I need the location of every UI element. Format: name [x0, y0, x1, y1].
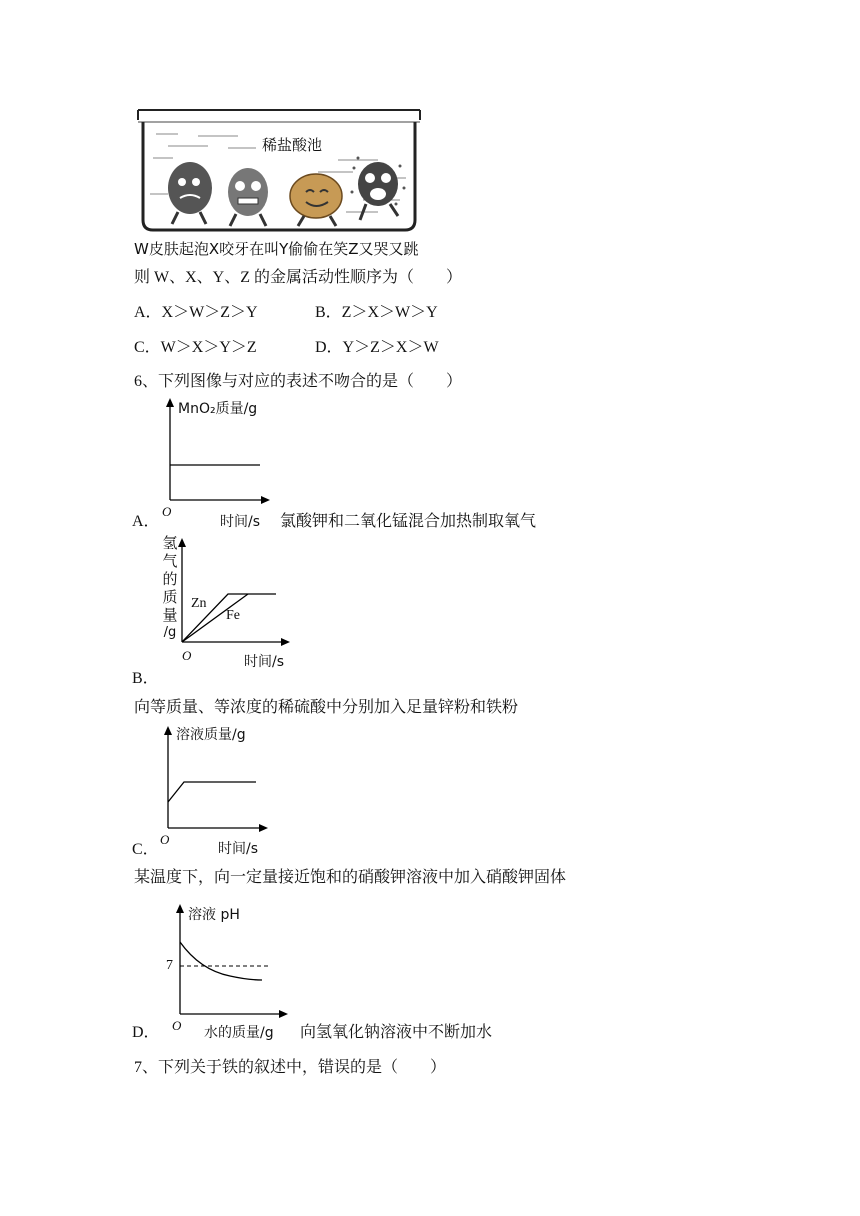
metal-z: [351, 157, 406, 221]
q6-option-a-graph: [150, 398, 280, 528]
q6-c-ylabel: 溶液质量/g: [176, 727, 246, 743]
q5-question: 则 W、X、Y、Z 的金属活动性顺序为（ ）: [134, 269, 462, 286]
q6-option-a-desc: 氯酸钾和二氧化锰混合加热制取氧气: [280, 513, 537, 530]
q6-b-ylabel: 氢 气 的 质 量 /g: [162, 534, 178, 640]
q6-question: 6、下列图像与对应的表述不吻合的是（ ）: [134, 373, 463, 390]
beaker-illustration: [138, 108, 420, 232]
q5-option-c[interactable]: C．W＞X＞Y＞Z: [134, 339, 257, 356]
q6-d-ylabel: 溶液 pH: [188, 907, 240, 923]
q6-b-zn-label: Zn: [191, 596, 207, 611]
q6-d-origin: O: [172, 1018, 182, 1033]
q6-option-a-letter[interactable]: A．: [132, 513, 160, 530]
metal-w: [168, 162, 212, 224]
q6-a-xlabel: 时间/s: [220, 514, 261, 530]
q5-option-a[interactable]: A．X＞W＞Z＞Y: [134, 304, 258, 321]
q6-b-xlabel: 时间/s: [244, 654, 285, 670]
beaker-caption: W皮肤起泡X咬牙在叫Y偷偷在笑Z又哭又跳: [134, 240, 419, 258]
q6-option-d-graph: [160, 902, 296, 1042]
q5-option-d[interactable]: D．Y＞Z＞X＞W: [315, 339, 439, 356]
q6-b-origin: O: [182, 648, 192, 663]
q6-b-fe-label: Fe: [226, 608, 240, 623]
q6-option-c-graph: [148, 724, 278, 858]
metal-x: [228, 168, 268, 226]
q6-option-d-desc: 向氢氧化钠溶液中不断加水: [300, 1024, 493, 1041]
q6-c-line: [168, 782, 256, 802]
q6-a-ylabel: MnO₂质量/g: [178, 401, 258, 417]
q6-c-xlabel: 时间/s: [218, 841, 259, 857]
q5-option-b[interactable]: B．Z＞X＞W＞Y: [315, 304, 438, 321]
q6-d-tick7: 7: [166, 958, 173, 973]
q7-question: 7、下列关于铁的叙述中，错误的是（ ）: [134, 1059, 447, 1076]
q6-option-c-letter[interactable]: C．: [132, 841, 159, 858]
q6-option-b-desc: 向等质量、等浓度的稀硫酸中分别加入足量锌粉和铁粉: [134, 699, 519, 716]
q6-c-origin: O: [160, 832, 170, 847]
beaker-label: 稀盐酸池: [262, 136, 323, 154]
q6-a-origin: O: [162, 504, 172, 519]
q6-option-d-letter[interactable]: D．: [132, 1024, 160, 1041]
q6-d-xlabel: 水的质量/g: [204, 1025, 274, 1041]
metal-y: [290, 174, 342, 226]
beaker-drawing: [138, 108, 420, 232]
q6-option-b-graph: [158, 534, 298, 670]
q6-option-c-desc: 某温度下，向一定量接近饱和的硝酸钾溶液中加入硝酸钾固体: [134, 869, 567, 886]
q6-d-curve: [180, 942, 262, 980]
q6-option-b-letter[interactable]: B．: [132, 670, 159, 687]
